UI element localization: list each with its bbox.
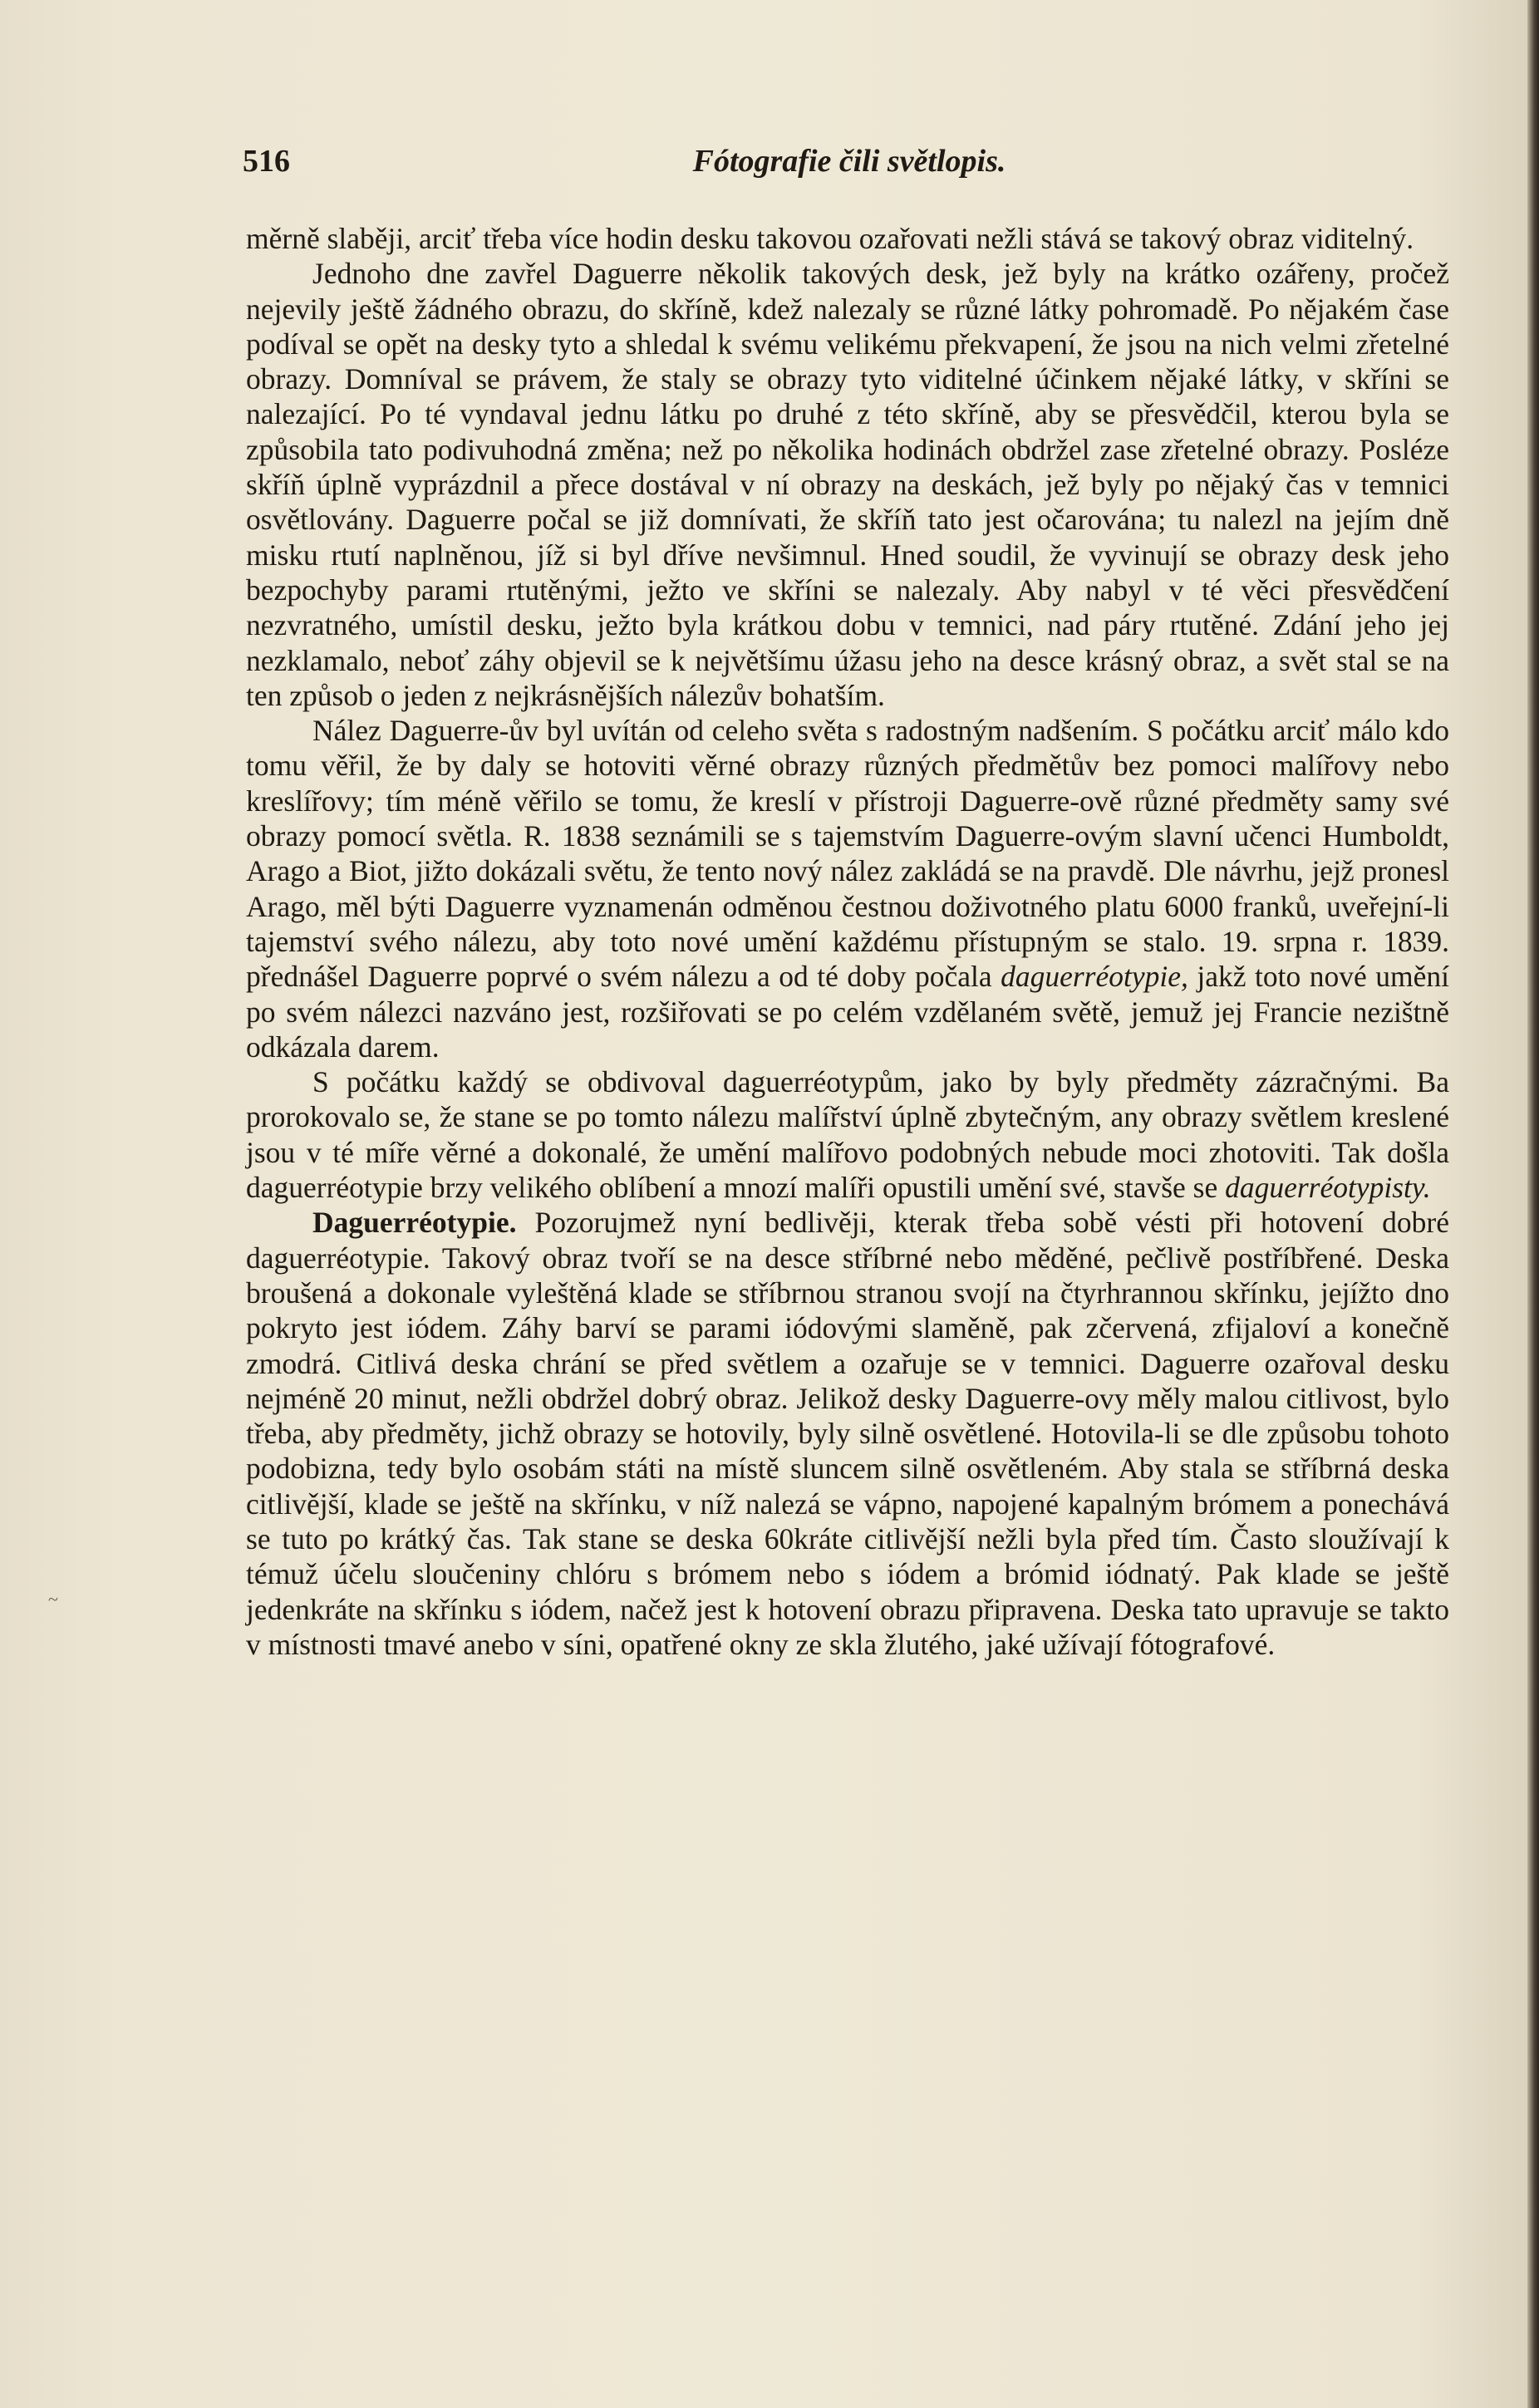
paragraph-text: S počátku každý se obdivoval daguerréotypům, jako by byly předměty zázračnými. Ba prorokovalo se, že stane se po tomto nálezu malířství úplně zbytečným, any obrazy světlem kreslené jsou v té míře věrné a dokonalé, že umění malířovo podobných nebude moci zhotoviti. Tak došla daguerréotypie brzy velikého oblíbení a mnozí malíři opustili umění své, stavše se	[246, 1065, 1449, 1205]
paragraph	[246, 221, 1449, 256]
paragraph-text: Nález Daguerre-ův byl uvítán od celeho světa s radostným nadšením. S počátku arciť málo kdo tomu věřil, že by daly se hotoviti věrné obrazy různých předmětův bez pomoci malířovy nebo kreslířovy; tím méně věřilo se tomu, že kreslí v přístroji Daguerre-ově různé předměty samy své obrazy pomocí světla. R. 1838 seznámili se s tajemstvím Daguerre-ovým slavní učenci Humboldt, Arago a Biot, jižto dokázali světu, že tento nový nález zakládá se na pravdě. Dle návrhu, jejž pronesl Arago, měl býti Daguerre vyznamenán odměnou čestnou doživotného platu 6000 franků, uveřejní-li tajemství svého nálezu, aby toto nové umění každému přístupným se stalo. 19. srpna r. 1839. přednášel Daguerre poprvé o svém nálezu a od té doby počala	[246, 714, 1449, 994]
body-text	[246, 221, 1449, 1662]
section-heading: Daguerréotypie.	[312, 1206, 517, 1240]
paragraph	[246, 256, 1449, 713]
italic-term: daguerréotypisty.	[1225, 1171, 1431, 1205]
page-number: 516	[243, 144, 290, 179]
paragraph	[246, 1205, 1449, 1662]
page-header	[243, 143, 1456, 184]
paragraph	[246, 1064, 1449, 1205]
paragraph	[246, 713, 1449, 1064]
paragraph-text: Pozorujmež nyní bedlivěji, kterak třeba sobě vésti při hotovení dobré daguerréotypie. Takový obraz tvoří se na desce stříbrné nebo měděné, pečlivě postříbřené. Deska broušená a dokonale vyleštěná klade se stříbrnou stranou svojí na čtyrhrannou skřínku, jejížto dno pokryto jest iódem. Záhy barví se parami iódovými slaměně, pak zčervená, zfijaloví a konečně zmodrá. Citlivá deska chrání se před světlem a ozařuje se v temnici. Daguerre ozařoval desku nejméně 20 minut, nežli obdržel dobrý obraz. Jelikož desky Daguerre-ovy měly malou citlivost, bylo třeba, aby předměty, jichž obrazy se hotovily, byly silně osvětlené. Hotovila-li se dle způsobu tohoto podobizna, tedy bylo osobám státi na místě sluncem silně osvětleném. Aby stala se stříbrná deska citlivější, klade se ještě na skřínku, v níž nalezá se vápno, napojené kapalným brómem a ponechává se tuto po krátký čas. Tak stane se deska 60kráte citlivější nežli byla před tím. Často sloužívají k témuž účelu sloučeniny chlóru s brómem nebo s iódem a brómid iódnatý. Pak klade se ještě jedenkráte na skřínku s iódem, načež jest k hotovení obrazu připravena. Deska tato upravuje se takto v místnosti tmavé anebo v síni, opatřené okny ze skla žlutého, jaké užívají fótografové.	[246, 1206, 1450, 1661]
paragraph-text: měrně slaběji, arciť třeba více hodin desku takovou ozařovati nežli stává se takový obraz viditelný.	[246, 222, 1414, 255]
margin-mark: ~	[48, 1589, 58, 1609]
paragraph-text: Jednoho dne zavřel Daguerre několik takových desk, jež byly na krátko ozářeny, pročež nejevily ještě žádného obrazu, do skříně, kdež nalezaly se různé látky pohromadě. Po nějakém čase podíval se opět na desky tyto a shledal k svému velikému překvapení, že jsou na nich velmi zřetelné obrazy. Domníval se právem, že staly se obrazy tyto viditelné účinkem nějaké látky, v skříni se nalezající. Po té vyndaval jednu látku po druhé z této skříně, aby se přesvědčil, kterou byla se způsobila tato podivuhodná změna; než po několika hodinách obdržel zase zřetelné obrazy. Posléze skříň úplně vyprázdnil a přece dostával v ní obrazy na deskách, jež byly po nějaký čas v temnici osvětlovány. Daguerre počal se již domnívati, že skříň tato jest očarována; tu nalezl na jejím dně misku rtutí naplněnou, jíž si byl dříve nevšimnul. Hned soudil, že vyvinují se obrazy desk jeho bezpochyby parami rtutěnými, ježto ve skříni se nalezaly. Aby nabyl v té věci přesvědčení nezvratného, umístil desku, ježto byla krátkou dobu v temnici, nad páry rtutěné. Zdání jeho jej nezklamalo, neboť záhy objevil se k největšímu úžasu jeho na desce krásný obraz, a svět stal se na ten způsob o jeden z nejkrásnějších nálezův bohatším.	[246, 257, 1449, 712]
paragraph-text: jakž toto nové umění po svém nálezci nazváno jest, rozšiřovati se po celém vzdělaném světě, jemuž jej Francie nezištně odkázala darem.	[246, 960, 1450, 1064]
page-edge-shadow	[1527, 0, 1539, 2408]
italic-term: daguerréotypie,	[1001, 960, 1188, 994]
running-title: Fótografie čili světlopis.	[692, 144, 1006, 179]
